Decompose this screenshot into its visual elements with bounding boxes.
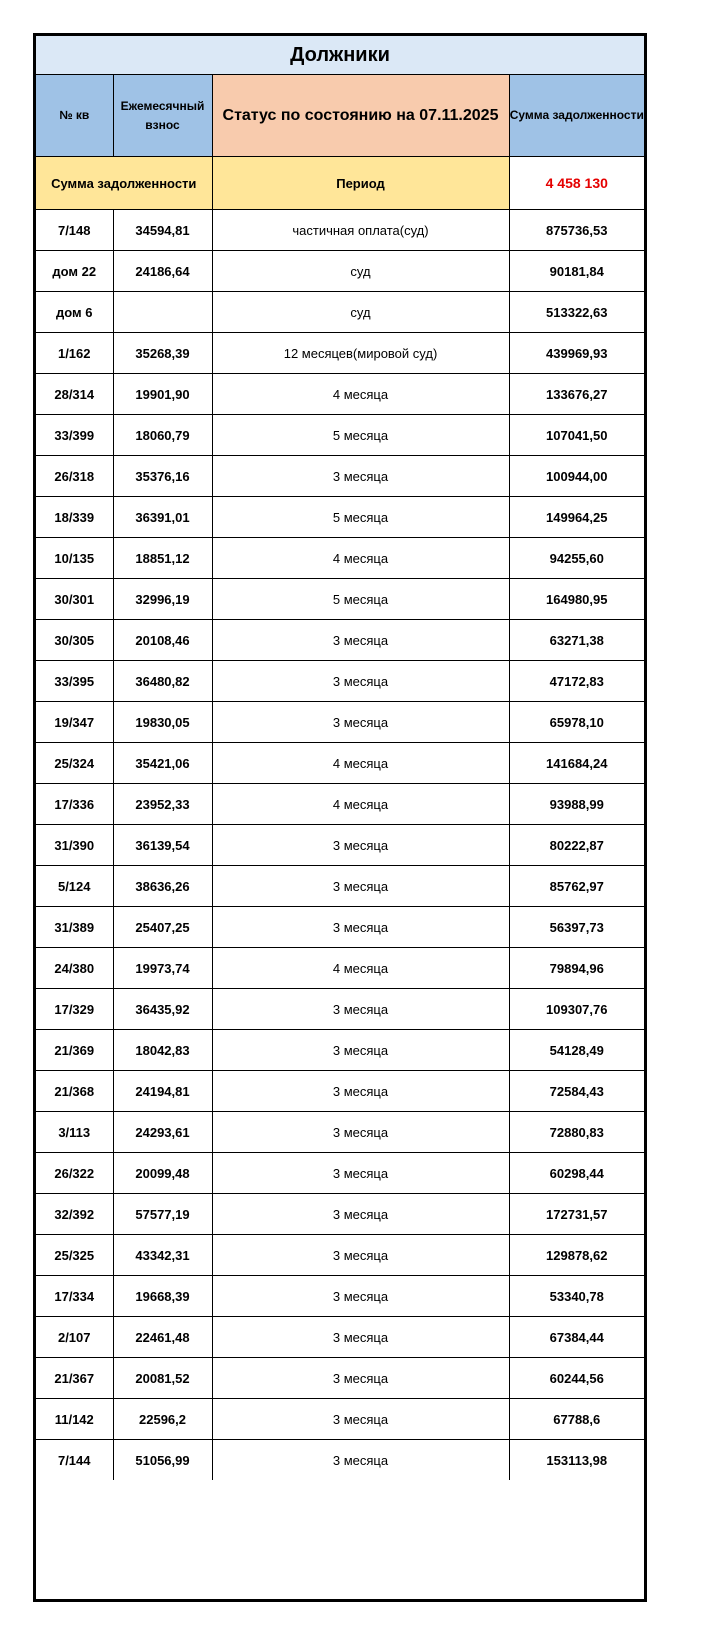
header-monthly-fee: Ежемесячный взнос — [113, 75, 212, 157]
period-cell: 3 месяца — [212, 907, 509, 948]
debt-cell: 149964,25 — [509, 497, 644, 538]
table-row — [36, 456, 644, 497]
monthly-fee-cell: 24194,81 — [113, 1071, 212, 1112]
table-row — [36, 1399, 644, 1440]
apartment-cell: 19/347 — [36, 702, 113, 743]
debt-cell: 90181,84 — [509, 251, 644, 292]
apartment-cell: 26/322 — [36, 1153, 113, 1194]
debt-cell: 107041,50 — [509, 415, 644, 456]
period-cell: 5 месяца — [212, 415, 509, 456]
apartment-cell: 17/329 — [36, 989, 113, 1030]
monthly-fee-cell: 19973,74 — [113, 948, 212, 989]
period-cell: 3 месяца — [212, 1358, 509, 1399]
summary-period-label: Период — [212, 157, 509, 210]
table-row — [36, 784, 644, 825]
apartment-cell: 30/301 — [36, 579, 113, 620]
table-row — [36, 1440, 644, 1481]
header-debt-sum: Сумма задолженности — [509, 75, 644, 157]
table-row — [36, 743, 644, 784]
monthly-fee-cell: 38636,26 — [113, 866, 212, 907]
debt-cell: 94255,60 — [509, 538, 644, 579]
apartment-cell: дом 22 — [36, 251, 113, 292]
period-cell: частичная оплата(суд) — [212, 210, 509, 251]
period-cell: 4 месяца — [212, 374, 509, 415]
table-row — [36, 1358, 644, 1399]
period-cell: 3 месяца — [212, 1071, 509, 1112]
table-row — [36, 1276, 644, 1317]
monthly-fee-cell: 19901,90 — [113, 374, 212, 415]
apartment-cell: 18/339 — [36, 497, 113, 538]
table-row — [36, 1194, 644, 1235]
apartment-cell: 26/318 — [36, 456, 113, 497]
apartment-cell: 7/144 — [36, 1440, 113, 1481]
monthly-fee-cell: 25407,25 — [113, 907, 212, 948]
apartment-cell: 7/148 — [36, 210, 113, 251]
monthly-fee-cell: 35376,16 — [113, 456, 212, 497]
period-cell: 3 месяца — [212, 989, 509, 1030]
monthly-fee-cell: 57577,19 — [113, 1194, 212, 1235]
apartment-cell: 5/124 — [36, 866, 113, 907]
period-cell: 5 месяца — [212, 579, 509, 620]
period-cell: суд — [212, 251, 509, 292]
period-cell: 3 месяца — [212, 1153, 509, 1194]
debt-cell: 129878,62 — [509, 1235, 644, 1276]
debt-cell: 53340,78 — [509, 1276, 644, 1317]
monthly-fee-cell: 35268,39 — [113, 333, 212, 374]
debt-cell: 72584,43 — [509, 1071, 644, 1112]
apartment-cell: 2/107 — [36, 1317, 113, 1358]
period-cell: 3 месяца — [212, 702, 509, 743]
monthly-fee-cell: 24186,64 — [113, 251, 212, 292]
table-row — [36, 620, 644, 661]
title-row — [36, 36, 644, 75]
table-row — [36, 292, 644, 333]
table-row — [36, 497, 644, 538]
table-row — [36, 1071, 644, 1112]
monthly-fee-cell: 19830,05 — [113, 702, 212, 743]
monthly-fee-cell: 20099,48 — [113, 1153, 212, 1194]
header-row — [36, 75, 644, 157]
apartment-cell: 1/162 — [36, 333, 113, 374]
debt-cell: 80222,87 — [509, 825, 644, 866]
apartment-cell: 21/367 — [36, 1358, 113, 1399]
debt-cell: 67788,6 — [509, 1399, 644, 1440]
debt-cell: 60244,56 — [509, 1358, 644, 1399]
monthly-fee-cell: 18060,79 — [113, 415, 212, 456]
apartment-cell: 33/395 — [36, 661, 113, 702]
table-row — [36, 661, 644, 702]
monthly-fee-cell: 36139,54 — [113, 825, 212, 866]
table-row — [36, 825, 644, 866]
period-cell: суд — [212, 292, 509, 333]
debt-cell: 85762,97 — [509, 866, 644, 907]
apartment-cell: 21/368 — [36, 1071, 113, 1112]
apartment-cell: 11/142 — [36, 1399, 113, 1440]
period-cell: 4 месяца — [212, 538, 509, 579]
table-row — [36, 210, 644, 251]
period-cell: 3 месяца — [212, 1317, 509, 1358]
table-row — [36, 538, 644, 579]
table-row — [36, 1153, 644, 1194]
apartment-cell: 31/390 — [36, 825, 113, 866]
period-cell: 3 месяца — [212, 1235, 509, 1276]
monthly-fee-cell — [113, 292, 212, 333]
debt-cell: 54128,49 — [509, 1030, 644, 1071]
debt-cell: 47172,83 — [509, 661, 644, 702]
period-cell: 3 месяца — [212, 661, 509, 702]
monthly-fee-cell: 24293,61 — [113, 1112, 212, 1153]
debt-cell: 164980,95 — [509, 579, 644, 620]
monthly-fee-cell: 35421,06 — [113, 743, 212, 784]
debt-cell: 109307,76 — [509, 989, 644, 1030]
period-cell: 3 месяца — [212, 620, 509, 661]
table-row — [36, 415, 644, 456]
table-row — [36, 1030, 644, 1071]
table-row — [36, 374, 644, 415]
table-row — [36, 948, 644, 989]
debtors-sheet — [33, 33, 647, 1602]
apartment-cell: 25/324 — [36, 743, 113, 784]
summary-total: 4 458 130 — [509, 157, 644, 210]
monthly-fee-cell: 36480,82 — [113, 661, 212, 702]
period-cell: 5 месяца — [212, 497, 509, 538]
period-cell: 3 месяца — [212, 825, 509, 866]
debt-cell: 513322,63 — [509, 292, 644, 333]
apartment-cell: 33/399 — [36, 415, 113, 456]
sheet-title: Должники — [36, 36, 644, 75]
period-cell: 3 месяца — [212, 866, 509, 907]
apartment-cell: 30/305 — [36, 620, 113, 661]
period-cell: 4 месяца — [212, 784, 509, 825]
table-row — [36, 579, 644, 620]
apartment-cell: 17/334 — [36, 1276, 113, 1317]
table-row — [36, 333, 644, 374]
monthly-fee-cell: 34594,81 — [113, 210, 212, 251]
table-row — [36, 1235, 644, 1276]
debt-cell: 65978,10 — [509, 702, 644, 743]
monthly-fee-cell: 20081,52 — [113, 1358, 212, 1399]
header-apartment: № кв — [36, 75, 113, 157]
period-cell: 3 месяца — [212, 1112, 509, 1153]
period-cell: 12 месяцев(мировой суд) — [212, 333, 509, 374]
monthly-fee-cell: 32996,19 — [113, 579, 212, 620]
apartment-cell: 32/392 — [36, 1194, 113, 1235]
debt-cell: 100944,00 — [509, 456, 644, 497]
monthly-fee-cell: 22461,48 — [113, 1317, 212, 1358]
header-status: Статус по состоянию на 07.11.2025 — [212, 75, 509, 157]
monthly-fee-cell: 43342,31 — [113, 1235, 212, 1276]
period-cell: 3 месяца — [212, 1440, 509, 1481]
apartment-cell: 21/369 — [36, 1030, 113, 1071]
apartment-cell: 3/113 — [36, 1112, 113, 1153]
monthly-fee-cell: 18851,12 — [113, 538, 212, 579]
table-row — [36, 866, 644, 907]
monthly-fee-cell: 23952,33 — [113, 784, 212, 825]
debt-cell: 133676,27 — [509, 374, 644, 415]
period-cell: 3 месяца — [212, 1030, 509, 1071]
apartment-cell: 31/389 — [36, 907, 113, 948]
apartment-cell: 17/336 — [36, 784, 113, 825]
debt-cell: 153113,98 — [509, 1440, 644, 1481]
apartment-cell: 28/314 — [36, 374, 113, 415]
monthly-fee-cell: 22596,2 — [113, 1399, 212, 1440]
period-cell: 3 месяца — [212, 1276, 509, 1317]
summary-row — [36, 157, 644, 210]
monthly-fee-cell: 51056,99 — [113, 1440, 212, 1481]
table-row — [36, 1112, 644, 1153]
apartment-cell: дом 6 — [36, 292, 113, 333]
monthly-fee-cell: 18042,83 — [113, 1030, 212, 1071]
debt-cell: 79894,96 — [509, 948, 644, 989]
period-cell: 4 месяца — [212, 743, 509, 784]
table-row — [36, 1317, 644, 1358]
debt-cell: 72880,83 — [509, 1112, 644, 1153]
monthly-fee-cell: 36435,92 — [113, 989, 212, 1030]
debt-cell: 56397,73 — [509, 907, 644, 948]
debt-cell: 60298,44 — [509, 1153, 644, 1194]
summary-label: Сумма задолженности — [36, 157, 212, 210]
table-row — [36, 702, 644, 743]
debt-cell: 63271,38 — [509, 620, 644, 661]
apartment-cell: 25/325 — [36, 1235, 113, 1276]
period-cell: 3 месяца — [212, 456, 509, 497]
table-row — [36, 251, 644, 292]
monthly-fee-cell: 36391,01 — [113, 497, 212, 538]
table-row — [36, 989, 644, 1030]
period-cell: 3 месяца — [212, 1194, 509, 1235]
apartment-cell: 10/135 — [36, 538, 113, 579]
debt-cell: 141684,24 — [509, 743, 644, 784]
debt-cell: 67384,44 — [509, 1317, 644, 1358]
debt-cell: 93988,99 — [509, 784, 644, 825]
monthly-fee-cell: 20108,46 — [113, 620, 212, 661]
period-cell: 4 месяца — [212, 948, 509, 989]
table-row — [36, 907, 644, 948]
debtors-table — [36, 36, 644, 1480]
apartment-cell: 24/380 — [36, 948, 113, 989]
debt-cell: 439969,93 — [509, 333, 644, 374]
period-cell: 3 месяца — [212, 1399, 509, 1440]
debt-cell: 172731,57 — [509, 1194, 644, 1235]
monthly-fee-cell: 19668,39 — [113, 1276, 212, 1317]
debt-cell: 875736,53 — [509, 210, 644, 251]
